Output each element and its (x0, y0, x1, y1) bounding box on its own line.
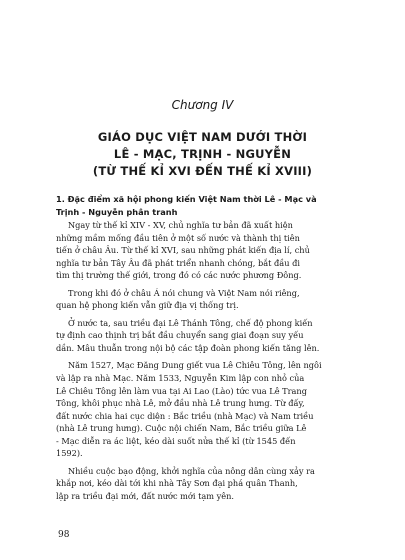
text-line: Lê Chiêu Tông lên làm vua tại Ai Lao (Lào) tức vua Lê Trang (56, 385, 307, 396)
section-heading (56, 193, 378, 219)
chapter-label: Chương IV (171, 98, 234, 112)
text-line: (nhà Lê trung hưng). Cuộc nội chiến Nam, Bắc triều giữa Lê (56, 423, 307, 434)
paragraph (56, 359, 378, 459)
paragraph (56, 465, 378, 503)
text-line: Ngay từ thế kỉ XIV - XV, chủ nghĩa tư bản đã xuất hiện (68, 220, 293, 230)
text-line: những mầm mống đầu tiên ở một số nước và thành thị tiên (56, 232, 300, 243)
title-line: GIÁO DỤC VIỆT NAM DƯỚI THỜI (97, 130, 308, 144)
paragraph (56, 317, 378, 355)
paragraph (56, 219, 378, 282)
page-number: 98 (58, 530, 70, 540)
section-heading-line: 1. Đặc điểm xã hội phong kiến Việt Nam thời Lê - Mạc và (56, 194, 317, 204)
text-line: Trong khi đó ở châu Á nói chung và Việt Nam nói riêng, (68, 287, 300, 298)
text-line: Năm 1527, Mạc Đăng Dung giết vua Lê Chiêu Tông, lên ngôi (68, 360, 322, 371)
title-line: (TỪ THẾ KỈ XVI ĐẾN THẾ KỈ XVIII) (92, 164, 313, 178)
text-line: 1592). (56, 448, 83, 459)
text-line: lập ra triều đại mới, đất nước mới tạm yên. (56, 490, 234, 501)
body-text (56, 219, 378, 507)
text-line: - Mạc diễn ra ác liệt, kéo dài suốt nửa thế kỉ (từ 1545 đến (56, 435, 296, 446)
paragraph (56, 287, 378, 312)
text-line: Ở nước ta, sau triều đại Lê Thánh Tông, chế độ phong kiến (68, 317, 313, 328)
text-line: Nhiều cuộc bạo động, khởi nghĩa của nông dân cùng xảy ra (68, 465, 315, 476)
text-line: tìm thị trường thế giới, trong đó có các nước phương Đông. (56, 270, 302, 281)
text-line: đất nước chia hai cục diện : Bắc triều (nhà Mạc) và Nam triều (56, 410, 314, 421)
text-line: nghĩa tư bản Tây Âu đã phát triển nhanh chóng, bắt đầu đi (56, 257, 301, 268)
section-heading-line: Trịnh - Nguyễn phân tranh (56, 207, 178, 217)
text-line: dần. Mâu thuẫn trong nội bộ các tập đoàn phong kiến tăng lên. (56, 342, 320, 353)
title-line: LÊ - MẠC, TRỊNH - NGUYỄN (113, 147, 292, 161)
chapter-title (40, 129, 365, 180)
text-line: tự định cao thịnh trị bắt đầu chuyển sang giai đoạn suy yếu (56, 330, 304, 341)
text-line: quan hệ phong kiến vẫn giữ địa vị thống trị. (56, 300, 239, 311)
text-line: Tông, khôi phục nhà Lê, mở đầu nhà Lê trung hưng. Từ đấy, (56, 398, 305, 409)
text-line: tiến ở châu Âu. Từ thế kỉ XVI, sau những phát kiến địa lí, chủ (56, 245, 310, 256)
text-line: khắp nơi, kéo dài tới khi nhà Tây Sơn đại phá quân Thanh, (56, 478, 298, 489)
text-line: và lập ra nhà Mạc. Năm 1533, Nguyễn Kim lập con nhỏ của (56, 373, 305, 384)
